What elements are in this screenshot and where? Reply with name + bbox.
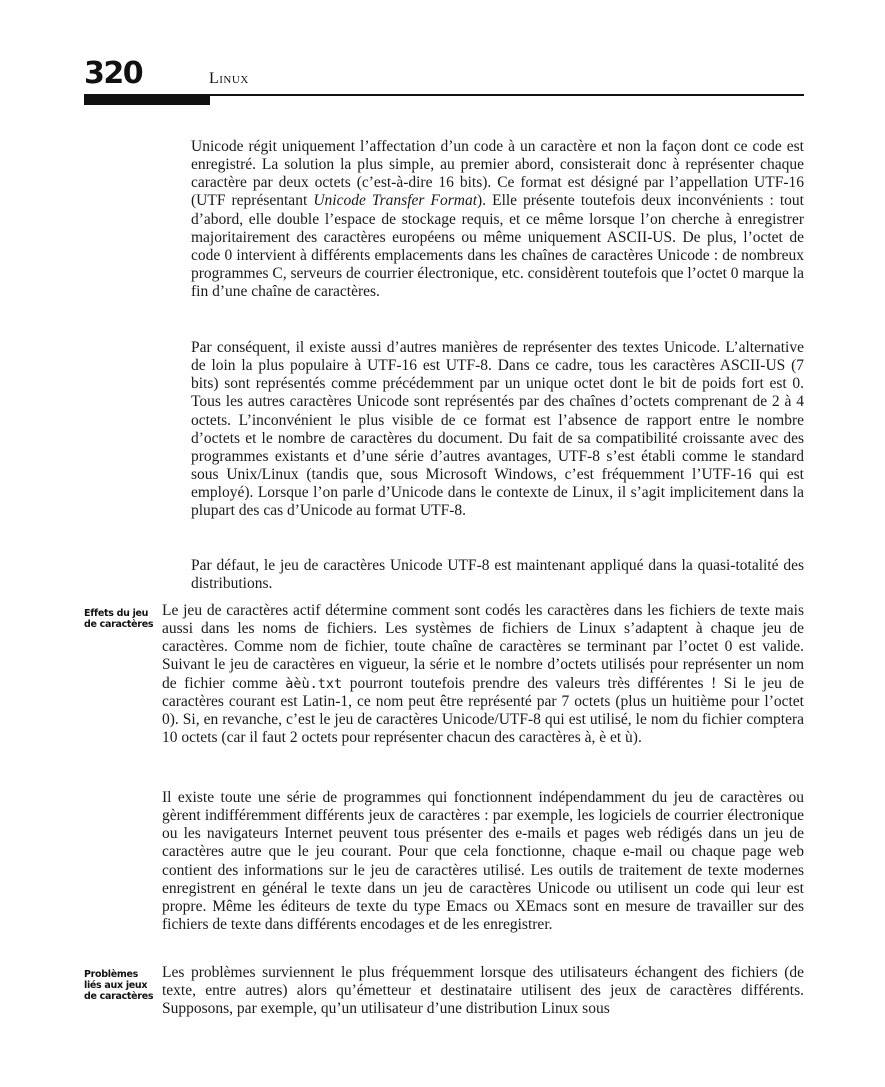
paragraph-active-charset: Le jeu de caractères actif détermine comment sont codés les caractères dans les fichiers de texte mais aussi dans les noms de fichiers. Les systèmes de fichiers de Linux s’adaptent à chaque jeu de caractères. Comme nom de fichier, toute chaîne de caractères se terminant par l’octet 0 est valide. Suivant le jeu de caractères en vigueur, la série et le nombre d’octets utilisés pour représenter un nom de fichier comme àèù.txt pourront toutefois prendre des valeurs très différentes ! Si le jeu de caractères courant est Latin-1, ce nom peut être représenté par 7 octets (plus un huitième pour l’octet 0). Si, en revanche, c’est le jeu de caractères Unicode/UTF-8 qui est utilisé, le nom du fichier comptera 10 octets (car il faut 2 octets pour représenter chacun des caractères à, è et ù). <box>162 602 804 747</box>
paragraph-default-utf8: Par défaut, le jeu de caractères Unicode UTF-8 est maintenant appliqué dans la quasi-totalité des distributions. <box>191 557 804 593</box>
running-title: Linux <box>209 70 249 87</box>
page-number: 320 <box>84 56 143 91</box>
header-rule-bar <box>84 96 210 105</box>
paragraph-problems: Les problèmes surviennent le plus fréquemment lorsque des utilisateurs échangent des fichiers (de texte, entre autres) alors qu’émetteur et destinataire utilisent des jeux de caractères différents. Supposons, par exemple, qu’un utilisateur d’une distribution Linux sous <box>162 964 804 1018</box>
italic-term: Unicode Transfer Format <box>313 192 477 210</box>
margin-note-problems: Problèmes liés aux jeux de caractères <box>84 969 154 1002</box>
margin-note-effects: Effets du jeu de caractères <box>84 608 154 630</box>
paragraph-programs: Il existe toute une série de programmes qui fonctionnent indépendamment du jeu de caractères ou gèrent indifféremment différents jeux de caractères : par exemple, les logiciels de courrier électronique ou les navigateurs Internet peuvent tous présenter des e-mails et pages web rédigés dans un jeu de caractères autre que le jeu courant. Pour que cela fonctionne, chaque e-mail ou chaque page web contient des informations sur le jeu de caractères utilisé. Les outils de traitement de texte modernes enregistrent en général le texte dans un jeu de caractères Unicode ou utilisent un code qui leur est propre. Même les éditeurs de texte du type Emacs ou XEmacs sont en mesure de travailler sur des fichiers de texte dans différents encodages et de les enregistrer. <box>162 789 804 934</box>
paragraph-utf8: Par conséquent, il existe aussi d’autres manières de représenter des textes Unicode. L’alternative de loin la plus populaire à UTF-16 est UTF-8. Dans ce cadre, tous les caractères ASCII-US (7 bits) sont représentés comme précédemment par un unique octet dont le bit de poids fort est 0. Tous les autres caractères Unicode sont représentés par des chaînes d’octets comprenant de 2 à 4 octets. L’inconvénient le plus visible de ce format est l’absence de rapport entre le nombre d’octets et le nombre de caractères du document. Du fait de sa compatibilité croissante avec des programmes existants et d’une série d’autres avantages, UTF-8 s’est établi comme le standard sous Unix/Linux (tandis que, sous Microsoft Windows, c’est fréquemment l’UTF-16 qui est employé). Lorsque l’on parle d’Unicode dans le contexte de Linux, il s’agit implicitement dans la plupart des cas d’Unicode au format UTF-8. <box>191 339 804 520</box>
paragraph-utf16: Unicode régit uniquement l’affectation d’un code à un caractère et non la façon dont ce code est enregistré. La solution la plus simple, au premier abord, consisterait donc à représenter chaque caractère par deux octets (c’est-à-dire 16 bits). Ce format est désigné par l’appellation UTF-16 (UTF représentant Unicode Transfer Format). Elle présente toutefois deux inconvénients : tout d’abord, elle double l’espace de stockage requis, et ce même lorsque l’on cherche à enregistrer majoritairement des caractères européens ou même uniquement ASCII-US. De plus, l’octet de code 0 intervient à différents emplacements dans les chaînes de caractères Unicode : de nombreux programmes C, serveurs de courrier électronique, etc. considèrent toutefois que l’octet 0 marque la fin d’une chaîne de caractères. <box>191 138 804 301</box>
filename-example: àèù.txt <box>285 675 343 692</box>
